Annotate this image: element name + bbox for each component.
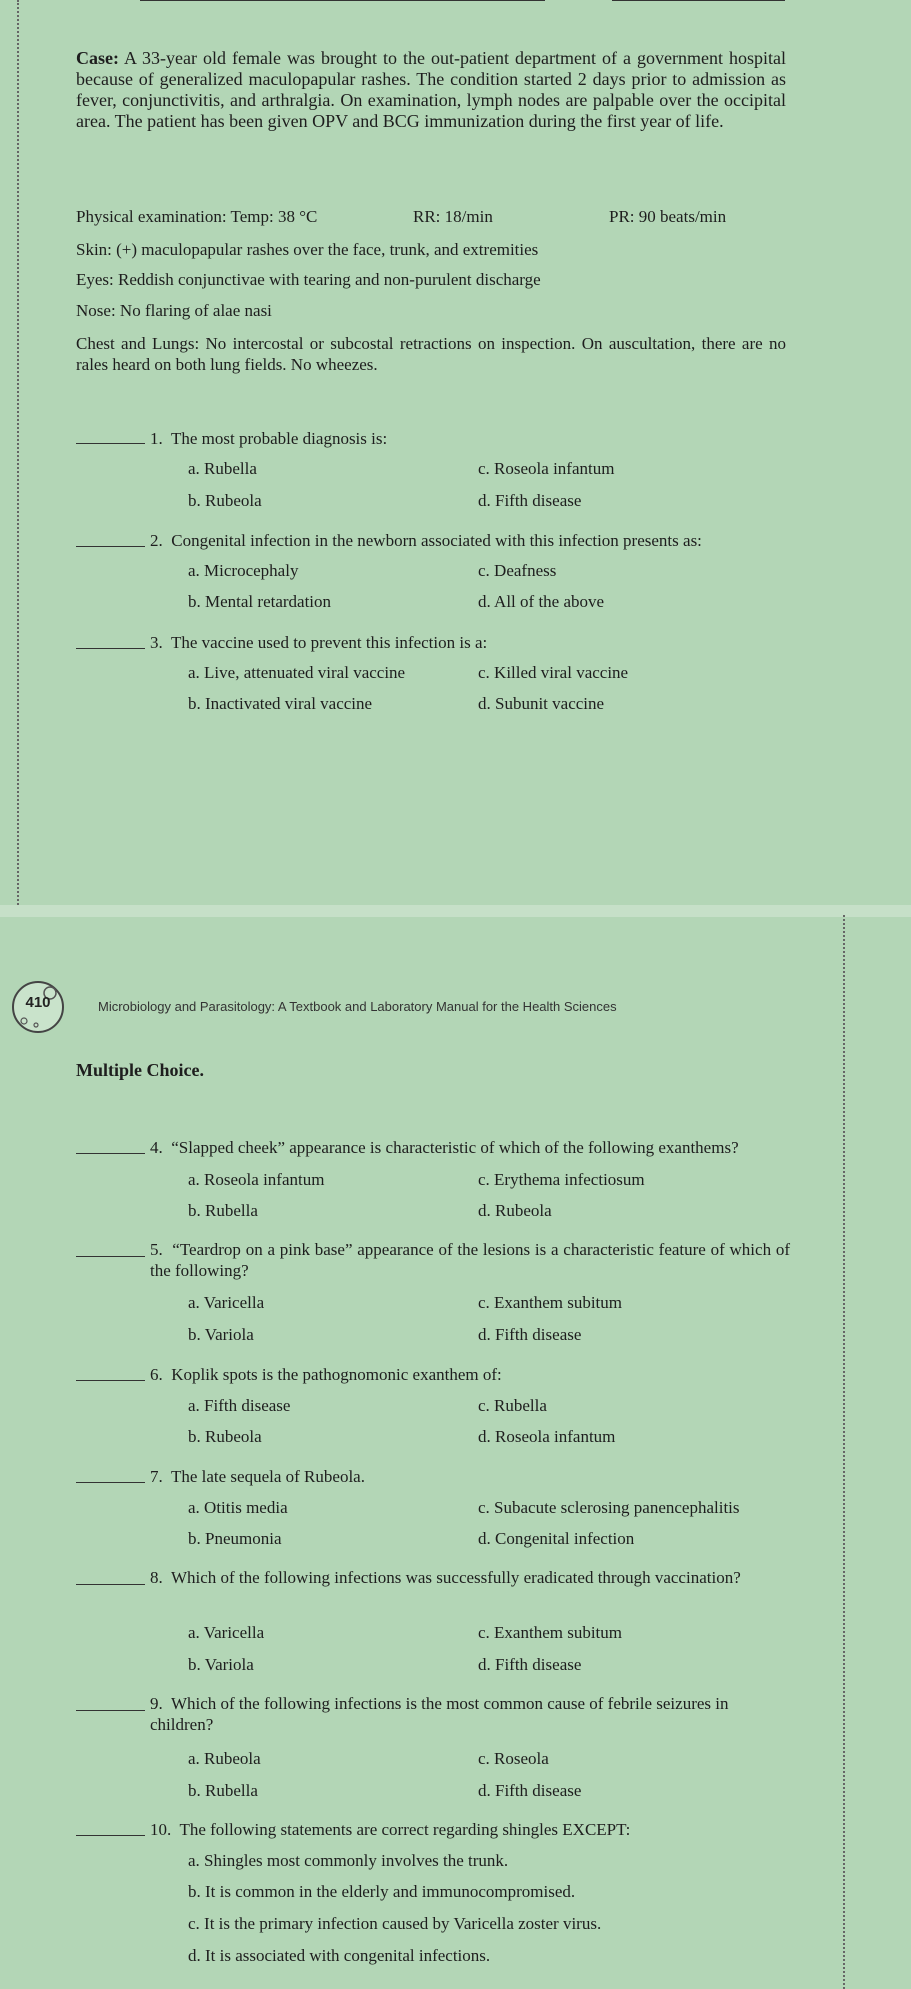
option-a: a. Live, attenuated viral vaccine — [188, 663, 406, 682]
question-9 — [150, 1693, 790, 1735]
question-number: 1. — [150, 429, 163, 448]
question-text: “Teardrop on a pink base” appearance of the lesions is a characteristic feature of which of the following? — [150, 1240, 790, 1280]
question-number: 10. — [150, 1820, 172, 1839]
page-edge-right — [843, 915, 845, 1989]
option-d: d. Fifth disease — [478, 1325, 582, 1344]
option-b: b. Rubella — [188, 1781, 258, 1800]
question-text: Which of the following infections is the most common cause of febrile seizures in children? — [150, 1694, 729, 1734]
exam-skin: Skin: (+) maculopapular rashes over the face, trunk, and extremities — [76, 240, 539, 259]
question-number: 2. — [150, 531, 163, 550]
option-d: d. Rubeola — [478, 1201, 552, 1220]
question-number: 3. — [150, 633, 163, 652]
exam-eyes: Eyes: Reddish conjunctivae with tearing and non-purulent discharge — [76, 270, 541, 289]
page-edge-left — [17, 0, 19, 905]
option-b: b. Rubella — [188, 1201, 258, 1220]
option-d: d. Fifth disease — [478, 491, 582, 510]
answer-blank[interactable] — [76, 443, 145, 444]
question-number: 4. — [150, 1138, 163, 1157]
answer-blank[interactable] — [76, 546, 145, 547]
answer-blank[interactable] — [76, 1710, 145, 1711]
option-c: c. Exanthem subitum — [478, 1293, 623, 1312]
page-number: 410 — [25, 994, 51, 1011]
answer-blank[interactable] — [76, 648, 145, 649]
option-d: d. Fifth disease — [478, 1781, 582, 1800]
top-rule-left — [140, 0, 545, 1]
option-c: c. Roseola infantum — [478, 459, 615, 478]
question-number: 7. — [150, 1467, 163, 1486]
option-a: a. Rubella — [188, 459, 257, 478]
question-text: Koplik spots is the pathognomonic exanthem of: — [171, 1365, 502, 1384]
option-b: b. Rubeola — [188, 491, 262, 510]
answer-blank[interactable] — [76, 1380, 145, 1381]
option-d: d. It is associated with congenital infections. — [188, 1946, 491, 1965]
question-number: 5. — [150, 1240, 163, 1259]
question-7 — [150, 1466, 790, 1487]
question-4 — [150, 1137, 790, 1158]
question-number: 6. — [150, 1365, 163, 1384]
option-c: c. Subacute sclerosing panencephalitis — [478, 1498, 740, 1517]
answer-blank[interactable] — [76, 1482, 145, 1483]
case-paragraph — [76, 48, 786, 132]
question-5 — [150, 1239, 790, 1281]
question-text: Which of the following infections was successfully eradicated through vaccination? — [170, 1568, 741, 1587]
option-c: c. It is the primary infection caused by Varicella zoster virus. — [188, 1914, 602, 1933]
option-d: d. Congenital infection — [478, 1529, 635, 1548]
option-b: b. Inactivated viral vaccine — [188, 694, 373, 713]
option-a: a. Fifth disease — [188, 1396, 291, 1415]
option-b: b. Variola — [188, 1655, 254, 1674]
case-text: A 33-year old female was brought to the out-patient department of a government hospital because of generalized maculopapular rashes. The condition started 2 days prior to admission as fever, conjunctivitis, and arthralgia. On examination, lymph nodes are palpable over the occipital area. The patient has been given OPV and BCG immunization during the first year of life. — [76, 48, 786, 131]
question-text: The vaccine used to prevent this infection is a: — [170, 633, 488, 652]
option-b: b. Rubeola — [188, 1427, 262, 1446]
case-label: Case: — [76, 48, 119, 68]
exam-nose: Nose: No flaring of alae nasi — [76, 301, 272, 320]
option-a: a. Roseola infantum — [188, 1170, 325, 1189]
question-1 — [150, 428, 790, 449]
question-text: Congenital infection in the newborn associated with this infection presents as: — [171, 531, 702, 550]
option-c: c. Roseola — [478, 1749, 549, 1768]
option-d: d. All of the above — [478, 592, 605, 611]
option-d: d. Fifth disease — [478, 1655, 582, 1674]
exam-rr: RR: 18/min — [413, 207, 493, 226]
option-a: a. Varicella — [188, 1623, 265, 1642]
question-number: 8. — [150, 1568, 163, 1587]
answer-blank[interactable] — [76, 1153, 145, 1154]
exam-pr: PR: 90 beats/min — [609, 207, 727, 226]
option-d: d. Roseola infantum — [478, 1427, 616, 1446]
answer-blank[interactable] — [76, 1584, 145, 1585]
page-separator — [0, 905, 911, 917]
answer-blank[interactable] — [76, 1835, 145, 1836]
option-b: b. Mental retardation — [188, 592, 332, 611]
option-a: a. Shingles most commonly involves the trunk. — [188, 1851, 509, 1870]
answer-blank[interactable] — [76, 1256, 145, 1257]
option-d: d. Subunit vaccine — [478, 694, 605, 713]
question-8 — [150, 1567, 790, 1588]
question-10 — [150, 1819, 790, 1840]
book-title: Microbiology and Parasitology: A Textbook and Laboratory Manual for the Health Sciences — [98, 999, 617, 1014]
exam-chest: Chest and Lungs: No intercostal or subcostal retractions on inspection. On auscultation, there are no rales heard on both lung fields. No wheezes. — [76, 334, 786, 374]
question-text: “Slapped cheek” appearance is characteristic of which of the following exanthems? — [171, 1138, 739, 1157]
option-b: b. Pneumonia — [188, 1529, 282, 1548]
section-title: Multiple Choice. — [76, 1060, 204, 1080]
option-a: a. Rubeola — [188, 1749, 261, 1768]
question-text: The most probable diagnosis is: — [170, 429, 388, 448]
option-b: b. Variola — [188, 1325, 254, 1344]
question-3 — [150, 632, 790, 653]
top-rule-right — [612, 0, 785, 1]
question-text: The late sequela of Rubeola. — [170, 1467, 365, 1486]
option-c: c. Exanthem subitum — [478, 1623, 623, 1642]
option-c: c. Killed viral vaccine — [478, 663, 629, 682]
question-text: The following statements are correct regarding shingles EXCEPT: — [179, 1820, 631, 1839]
option-c: c. Rubella — [478, 1396, 547, 1415]
question-number: 9. — [150, 1694, 163, 1713]
option-a: a. Microcephaly — [188, 561, 299, 580]
option-b: b. It is common in the elderly and immunocompromised. — [188, 1882, 576, 1901]
exam-temp: Physical examination: Temp: 38 °C — [76, 207, 318, 226]
option-a: a. Otitis media — [188, 1498, 288, 1517]
option-c: c. Deafness — [478, 561, 557, 580]
question-6 — [150, 1364, 790, 1385]
option-a: a. Varicella — [188, 1293, 265, 1312]
question-2 — [150, 530, 790, 551]
option-c: c. Erythema infectiosum — [478, 1170, 645, 1189]
